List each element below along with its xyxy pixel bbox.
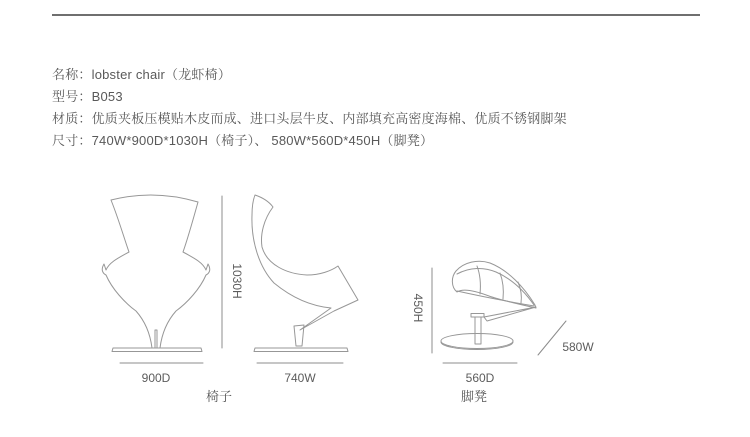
- chair-front-base: [112, 348, 202, 352]
- stool-depth-label: 560D: [465, 371, 495, 385]
- chair-front-outline: [102, 195, 209, 348]
- stool-pedestal-cap: [471, 314, 484, 318]
- stool-cushion-bottom-ridge: [457, 291, 534, 306]
- colon: ：: [78, 89, 92, 104]
- stool-cushion-outline: [452, 261, 536, 308]
- spec-value-name: lobster chair（龙虾椅）: [91, 67, 232, 82]
- spec-value-material: 优质夹板压模贴木皮而成、进口头层牛皮、内部填充高密度海棉、优质不锈钢脚架: [91, 111, 567, 126]
- spec-label-model: 型号: [52, 89, 79, 104]
- spec-label-size: 尺寸: [52, 133, 79, 148]
- chair-side-outline: [252, 195, 358, 330]
- colon: ：: [78, 111, 92, 126]
- colon: ：: [78, 67, 92, 82]
- spec-value-model: B053: [91, 89, 123, 104]
- stool-pedestal-column: [475, 317, 481, 344]
- chair-side-view-drawing: [206, 195, 358, 404]
- spec-label-name: 名称: [52, 67, 79, 82]
- stool-caption: 脚凳: [460, 389, 488, 404]
- stool-width-label: 580W: [562, 340, 594, 354]
- colon: ：: [78, 133, 92, 148]
- stool-cushion-seam-1: [477, 266, 480, 294]
- spec-value-size: 740W*900D*1030H（椅子）、 580W*560D*450H（脚凳）: [91, 133, 434, 148]
- chair-height-label: 1030H: [230, 263, 244, 299]
- chair-front-depth-label: 900D: [141, 371, 171, 385]
- stool-drawing: [411, 261, 594, 404]
- chair-height-dimension: [222, 196, 244, 348]
- stool-cushion-seam-2: [500, 273, 503, 299]
- chair-caption: 椅子: [205, 389, 233, 404]
- stool-height-label: 450H: [411, 293, 425, 323]
- stool-base: [441, 334, 513, 349]
- spec-label-material: 材质: [52, 111, 79, 126]
- chair-front-view-drawing: [102, 195, 209, 385]
- chair-side-width-label: 740W: [284, 371, 316, 385]
- stool-arm: [484, 307, 536, 321]
- chair-side-base: [254, 348, 348, 352]
